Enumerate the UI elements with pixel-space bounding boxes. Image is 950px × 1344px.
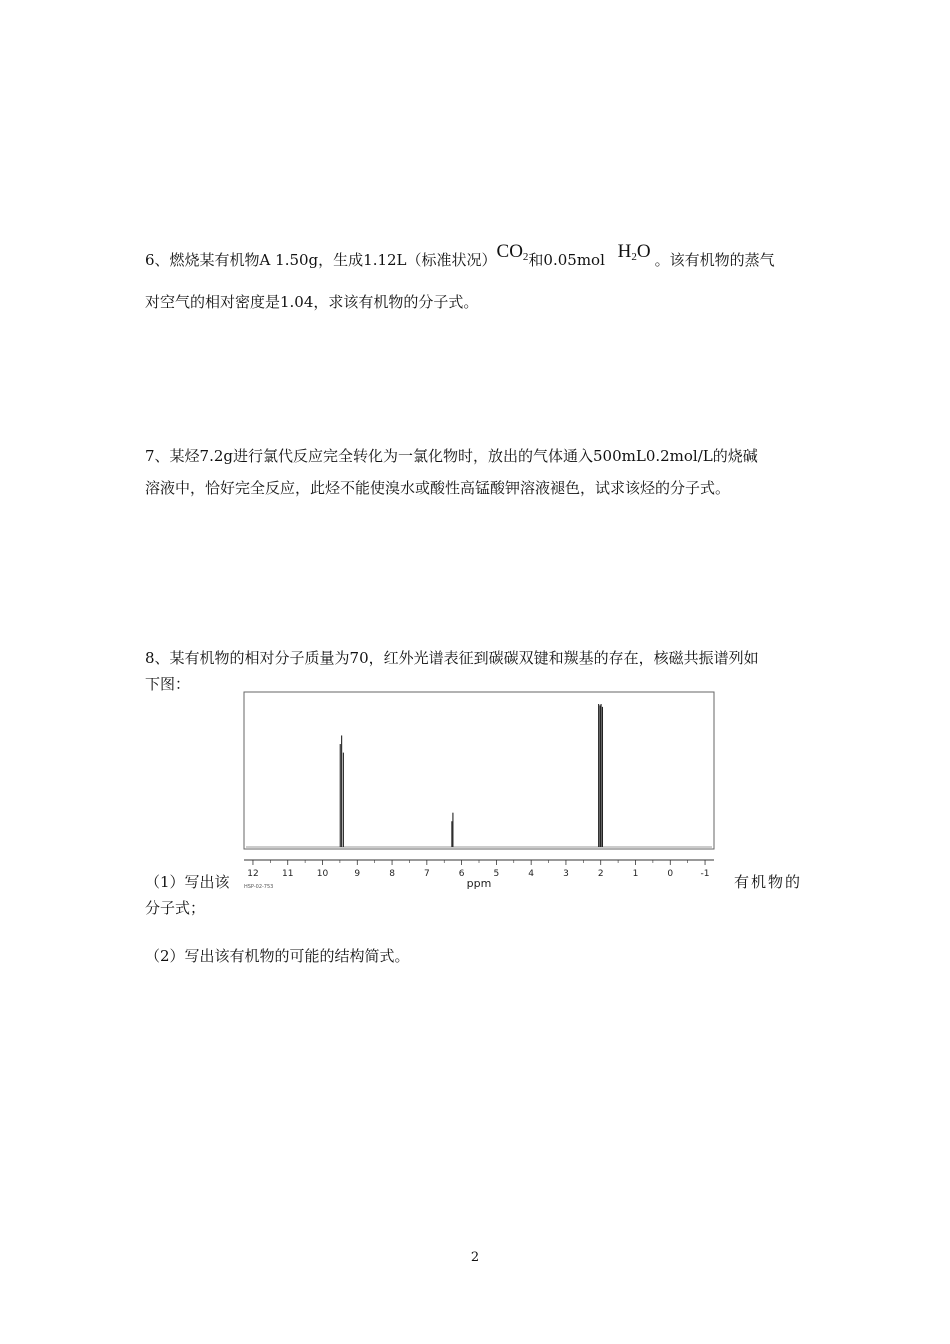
q8-sub1-left: （1）写出该: [145, 873, 230, 891]
x-tick-label: 2: [597, 869, 604, 879]
x-tick-label: 0: [667, 869, 674, 879]
page-number: 2: [470, 1250, 480, 1265]
x-tick-label: 9: [354, 869, 361, 879]
x-tick-label: 6: [458, 869, 465, 879]
h2o-subscript: 2: [631, 251, 637, 263]
q6-text-a: 6、燃烧某有机物A 1.50g，生成1.12L（标准状况）: [145, 251, 497, 269]
nmr-spectrum-chart: [240, 690, 718, 892]
q8-line2: 下图：: [145, 675, 191, 693]
q7-line2: 溶液中，恰好完全反应，此烃不能使溴水或酸性高锰酸钾溶液褪色，试求该烃的分子式。: [145, 479, 731, 497]
q6-line1: [145, 241, 775, 272]
x-tick-label: 3: [563, 869, 569, 879]
q8-line1: 8、某有机物的相对分子质量为70，红外光谱表征到碳碳双键和羰基的存在，核磁共振谱列如: [145, 649, 759, 667]
x-tick-label: 7: [423, 869, 430, 879]
spectrum-code: HSP-02-753: [244, 884, 274, 890]
x-tick-label: 5: [493, 869, 500, 879]
q6-text-c: 。该有机物的蒸气: [654, 251, 775, 269]
q8-sub2: （2）写出该有机物的可能的结构简式。: [145, 947, 410, 965]
co2-subscript: 2: [522, 251, 529, 263]
x-tick-label: 11: [282, 869, 294, 879]
x-axis-label: ppm: [466, 877, 492, 890]
x-tick-label: -1: [700, 869, 710, 879]
co2-formula: [497, 241, 529, 262]
h2o-formula: [618, 241, 651, 262]
q8-sub1-line2: 分子式；: [145, 899, 206, 917]
spectrum-peaks: [340, 704, 602, 847]
q6-line2: 对空气的相对密度是1.04，求该有机物的分子式。: [145, 293, 479, 311]
x-tick-label: 1: [632, 869, 639, 879]
x-tick-label: 8: [389, 869, 395, 879]
spectrum-frame: [244, 692, 714, 849]
h2o-o: O: [636, 241, 651, 262]
x-tick-label: 10: [316, 869, 329, 879]
x-tick-label: 12: [247, 869, 259, 879]
x-tick-label: 4: [528, 869, 535, 879]
q7-line1: 7、某烃7.2g进行氯代反应完全转化为一氯化物时，放出的气体通入500mL0.2mol/L的烧碱: [145, 447, 758, 465]
co2-main: CO: [496, 241, 523, 262]
q6-text-b: 和0.05mol: [528, 251, 610, 269]
h2o-h: H: [617, 241, 632, 262]
q8-sub1-right: 有机物的: [734, 873, 803, 891]
